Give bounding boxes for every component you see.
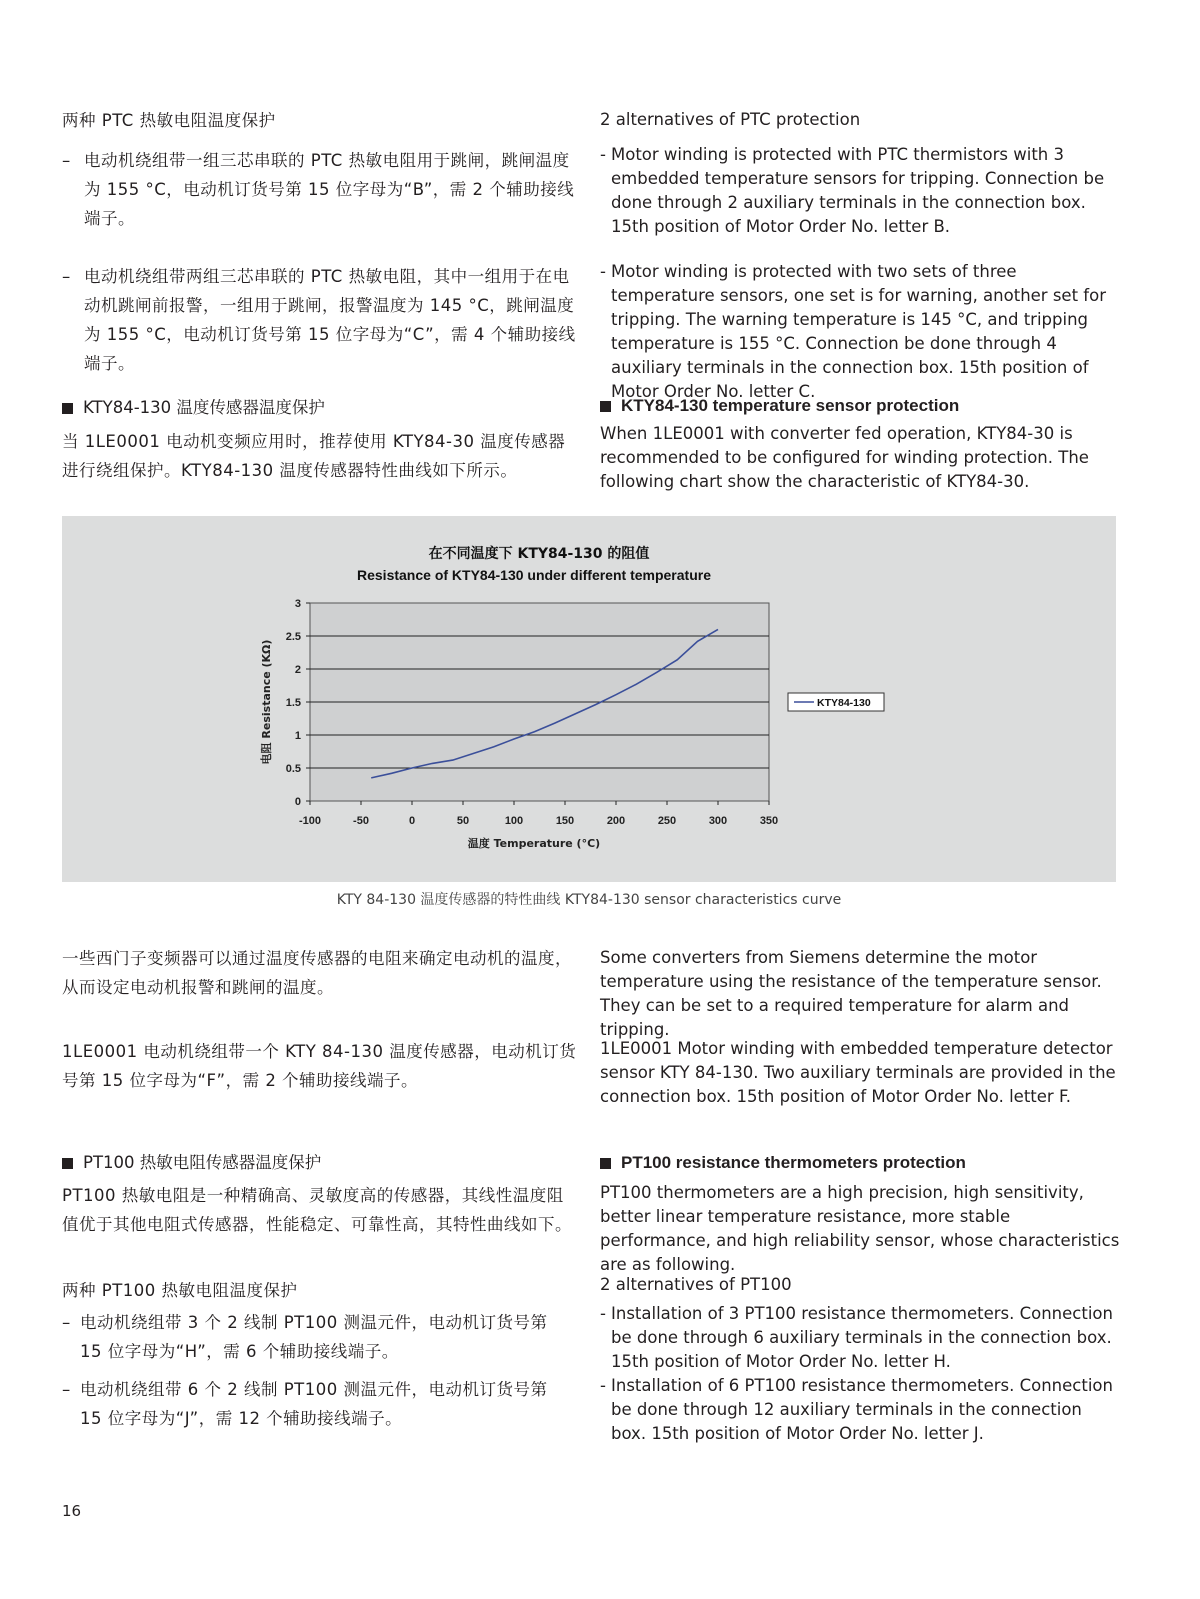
ptc-zh-item-2: – 电动机绕组带两组三芯串联的 PTC 热敏电阻，其中一组用于在电动机跳闸前报警，一组用于跳闸，报警温度为 145 °C，跳闸温度为 155 °C，电动机订货号第 15 位字母为“C”，需 4 个辅助接线端子。 [62,267,576,373]
converters-en: Some converters from Siemens determine the motor temperature using the resistance of the temperature sensor. They can be set to a required temperature for alarm and tripping. [600,948,1102,1039]
square-bullet-icon [600,401,611,412]
y-tick-label: 0 [294,796,301,808]
pt100-zh-title: 两种 PT100 热敏电阻温度保护 [62,1281,298,1300]
y-axis-label: 电阻 Resistance (KΩ) [260,639,273,765]
y-tick-label: 1 [294,730,301,742]
x-tick-label: 300 [708,815,728,827]
kty-en-body: When 1LE0001 with converter fed operation, KTY84-30 is recommended to be configured for winding protection. The following chart show the characteristic of KTY84-30. [600,424,1089,491]
square-bullet-icon [600,1158,611,1169]
y-tick-label: 0.5 [285,763,301,775]
kty-en-heading: KTY84-130 temperature sensor protection [600,394,1120,418]
ptc-en-item-2: - Motor winding is protected with two sets of three temperature sensors, one set is for warning, another set for tripping. The warning temperature is 145 °C, and tripping temperature is 155 °C. Connection be done through 4 auxiliary terminals in the connection box. 15th position of Motor Order No. letter C. [600,262,1106,401]
x-tick-label: 150 [555,815,575,827]
pt100-en-title: 2 alternatives of PT100 [600,1275,792,1294]
x-axis-label: 温度 Temperature (°C) [467,837,601,850]
x-tick-label: 250 [657,815,677,827]
kty-chart [62,516,1116,882]
x-tick-label: -100 [298,815,322,827]
y-tick-label: 2.5 [285,631,301,643]
legend-label: KTY84-130 [817,697,871,709]
pt100-zh-item-2: – 电动机绕组带 6 个 2 线制 PT100 测温元件，电动机订货号第 15 位字母为“J”，需 12 个辅助接线端子。 [62,1380,548,1428]
pt100-en-item-2: - Installation of 6 PT100 resistance thermometers. Connection be done through 12 auxiliary terminals in the connection box. 15th position of Motor Order No. letter J. [600,1376,1113,1443]
chart-caption: KTY 84-130 温度传感器的特性曲线 KTY84-130 sensor characteristics curve [336,892,842,908]
y-tick-label: 3 [294,598,301,610]
x-tick-label: 0 [408,815,416,827]
chart-title: 在不同温度下 KTY84-130 的阻值 [428,546,650,562]
ptc-zh-item-1: – 电动机绕组带一组三芯串联的 PTC 热敏电阻用于跳闸，跳闸温度为 155 °C，电动机订货号第 15 位字母为“B”，需 2 个辅助接线端子。 [62,151,575,228]
x-tick-label: 100 [504,815,524,827]
x-tick-label: -50 [353,815,369,827]
y-tick-label: 1.5 [285,697,301,709]
page-number: 16 [62,1502,82,1520]
kty-embedded-zh: 1LE0001 电动机绕组带一个 KTY 84-130 温度传感器，电动机订货号第 15 位字母为“F”，需 2 个辅助接线端子。 [62,1042,577,1090]
pt100-zh-heading: PT100 热敏电阻传感器温度保护 [62,1151,582,1175]
square-bullet-icon [62,1158,73,1169]
pt100-zh-body: PT100 热敏电阻是一种精确高、灵敏度高的传感器，其线性温度阻值优于其他电阻式传感器，性能稳定、可靠性高，其特性曲线如下。 [62,1186,572,1234]
ptc-en-title: 2 alternatives of PTC protection [600,110,861,129]
chart-subtitle: Resistance of KTY84-130 under different temperature [357,567,711,583]
y-tick-label: 2 [294,664,301,676]
x-tick-label: 200 [606,815,626,827]
pt100-en-item-1: - Installation of 3 PT100 resistance thermometers. Connection be done through 6 auxiliary terminals in the connection box. 15th position of Motor Order No. letter H. [600,1304,1113,1371]
converters-zh: 一些西门子变频器可以通过温度传感器的电阻来确定电动机的温度，从而设定电动机报警和跳闸的温度。 [62,949,572,997]
chart-panel [62,516,1116,882]
pt100-zh-item-1: – 电动机绕组带 3 个 2 线制 PT100 测温元件，电动机订货号第 15 位字母为“H”，需 6 个辅助接线端子。 [62,1313,548,1361]
ptc-en-item-1: - Motor winding is protected with PTC thermistors with 3 embedded temperature sensors for tripping. Connection be done through 2 auxiliary terminals in the connection box. 15th position of Motor Order No. letter B. [600,145,1105,236]
pt100-en-heading: PT100 resistance thermometers protection [600,1151,1120,1175]
kty-embedded-en: 1LE0001 Motor winding with embedded temperature detector sensor KTY 84-130. Two auxiliary terminals are provided in the connection box. 15th position of Motor Order No. letter F. [600,1039,1116,1106]
kty-zh-heading: KTY84-130 温度传感器温度保护 [62,396,582,420]
kty-zh-body: 当 1LE0001 电动机变频应用时，推荐使用 KTY84-30 温度传感器进行绕组保护。KTY84-130 温度传感器特性曲线如下所示。 [62,432,566,480]
pt100-en-body: PT100 thermometers are a high precision, high sensitivity, better linear temperature resistance, more stable performance, and high reliability sensor, whose characteristics are as following. [600,1183,1120,1274]
x-tick-label: 50 [456,815,470,827]
ptc-zh-title: 两种 PTC 热敏电阻温度保护 [62,111,276,130]
square-bullet-icon [62,403,73,414]
x-tick-label: 350 [759,815,779,827]
